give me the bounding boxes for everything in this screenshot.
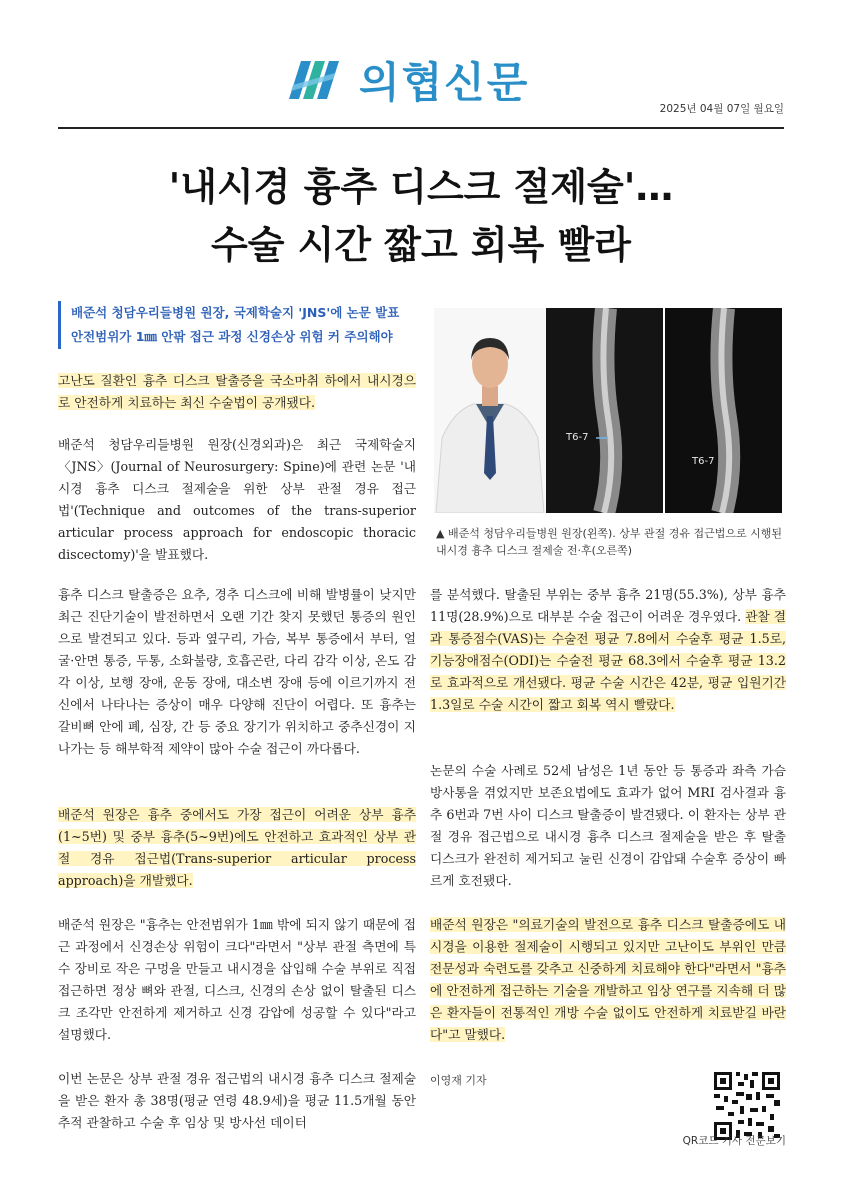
logo-mark-icon xyxy=(283,55,345,105)
article-paragraph-4: 배준석 원장은 "흉추는 안전범위가 1㎜ 밖에 되지 않기 때문에 접근 과정에서 신경손상 위험이 크다"라면서 "상부 관절 측면에 특수 장비로 작은 구멍을 만들고 내시경을 삽입해 수술 부위로 직접 접근하면 정상 뼈와 관절, 디스크, 신경의 손상 없이 탈출된 디스크 조각만 안전하게 제거하고 신경 감압에 성공할 수 있다"라고 설명했다. xyxy=(58,917,416,1042)
newspaper-logo[interactable] xyxy=(283,52,573,108)
subheading-2: 안전범위가 1㎜ 안팎 접근 과정 신경손상 위험 커 주의해야 xyxy=(71,329,393,344)
masthead xyxy=(0,0,842,130)
reporter-byline: 이영재 기자 xyxy=(430,1074,487,1087)
article-paragraph-7: 논문의 수술 사례로 52세 남성은 1년 동안 등 통증과 좌측 가슴 방사통을 겪었지만 보존요법에도 효과가 없어 MRI 검사결과 흉추 6번과 7번 사이 디스크 탈출증이 발견됐다. 이 환자는 상부 관절 경유 접근법으로 내시경 흉추 디스크 절제술을 받은 후 탈출 디스크가 완전히 제거되고 눌린 신경이 감압돼 수술후 증상이 빠르게 호전됐다. xyxy=(430,763,786,888)
masthead-divider xyxy=(58,127,784,129)
headline xyxy=(58,158,784,274)
doctor-portrait xyxy=(434,308,546,513)
qr-code-icon[interactable] xyxy=(712,1070,782,1142)
photo-caption: ▲ 배준석 청담우리들병원 원장(왼쪽). 상부 관절 경유 접근법으로 시행된 내시경 흉추 디스크 절제술 전·후(오른쪽) xyxy=(436,527,783,557)
article-paragraph-8 xyxy=(430,914,786,1046)
mri-label-after: T6-7 xyxy=(692,456,715,467)
issue-date: 2025년 04월 07일 월요일 xyxy=(659,103,784,115)
doctor-figure-icon xyxy=(434,308,546,513)
lead-highlight: 고난도 질환인 흉추 디스크 탈출증을 국소마취 하에서 내시경으로 안전하게 치료하는 최신 수술법이 공개됐다. xyxy=(58,373,416,410)
article-paragraph-5: 이번 논문은 상부 관절 경유 접근법의 내시경 흉추 디스크 절제술을 받은 환자 총 38명(평균 연령 48.9세)을 평균 11.5개월 동안 추적 관찰하고 수술 후 임상 및 방사선 데이터 xyxy=(58,1071,416,1130)
article-paragraph-1: 배준석 청담우리들병원 원장(신경외과)은 최근 국제학술지 〈JNS〉(Journal of Neurosurgery: Spine)에 관련 논문 '내시경 흉추 디스크 절제술을 위한 상부 관절 경유 접근법'(Technique and outcomes of the trans-superior articular process approach for endoscopic thoracic discectomy)'을 발표했다. xyxy=(58,437,416,562)
article-lead xyxy=(58,370,416,414)
logo-text: 의협신문 xyxy=(359,58,530,107)
article-paragraph-6 xyxy=(430,584,786,716)
headline-line-1: '내시경 흉추 디스크 절제술'… xyxy=(168,165,674,209)
paragraph-3-highlight: 배준석 원장은 흉추 중에서도 가장 접근이 어려운 상부 흉추(1~5번) 및 중부 흉추(5~9번)에도 안전하고 효과적인 상부 관절 경유 접근법(Trans-superior articular process approach)을 개발했다. xyxy=(58,807,416,888)
paragraph-6-text: 를 분석했다. 탈출된 부위는 중부 흉추 21명(55.3%), 상부 흉추 11명(28.9%)으로 대부분 수술 접근이 어려운 경우였다. xyxy=(430,587,786,624)
article-photo xyxy=(434,308,782,513)
article-paragraph-3 xyxy=(58,804,416,892)
mri-scans xyxy=(546,308,782,513)
article-paragraph-2: 흉추 디스크 탈출증은 요추, 경추 디스크에 비해 발병률이 낮지만 최근 진단기술이 발전하면서 오랜 기간 찾지 못했던 통증의 원인으로 발견되고 있다. 등과 옆구리, 가슴, 복부 통증에서 부터, 얼굴·안면 통증, 두통, 소화불량, 호흡곤란, 다리 감각 이상, 온도 감각 이상, 보행 장애, 운동 장애, 대소변 장애 등에 이르기까지 전신에서 나타나는 증상이 매우 다양해 진단이 어렵다. 또 흉추는 갈비뼈 안에 폐, 심장, 간 등 중요 장기가 위치하고 중추신경이 지나가는 등 해부학적 제약이 많아 수술 접근이 까다롭다. xyxy=(58,587,416,756)
subheadings xyxy=(58,301,418,349)
qr-code-label: QR코드 기사 전문보기 xyxy=(682,1135,786,1147)
mri-label-before: T6-7 xyxy=(566,432,589,443)
paragraph-8-highlight: 배준석 원장은 "의료기술의 발전으로 흉추 디스크 탈출증에도 내시경을 이용한 절제술이 시행되고 있지만 고난이도 부위인 만큼 전문성과 숙련도를 갖추고 신중하게 치료해야 한다"라면서 "흉추에 안전하게 접근하는 기술을 개발하고 임상 연구를 지속해 더 많은 환자들이 전통적인 개방 수술 없이도 안전하게 치료받길 바란다"고 말했다. xyxy=(430,917,786,1042)
headline-line-2: 수술 시간 짧고 회복 빨라 xyxy=(211,223,631,267)
spine-mri-image xyxy=(546,308,782,513)
paragraph-6-highlight: 관찰 결과 통증점수(VAS)는 수술전 평균 7.8에서 수술후 평균 1.5로, 기능장애점수(ODI)는 수술전 평균 68.3에서 수술후 평균 13.2로 효과적으로 개선됐다. 평균 수술 시간은 42분, 평균 입원기간 1.3일로 수술 시간이 짧고 회복 역시 빨랐다. xyxy=(430,609,787,712)
subheading-1: 배준석 청담우리들병원 원장, 국제학술지 'JNS'에 논문 발표 xyxy=(71,305,400,320)
